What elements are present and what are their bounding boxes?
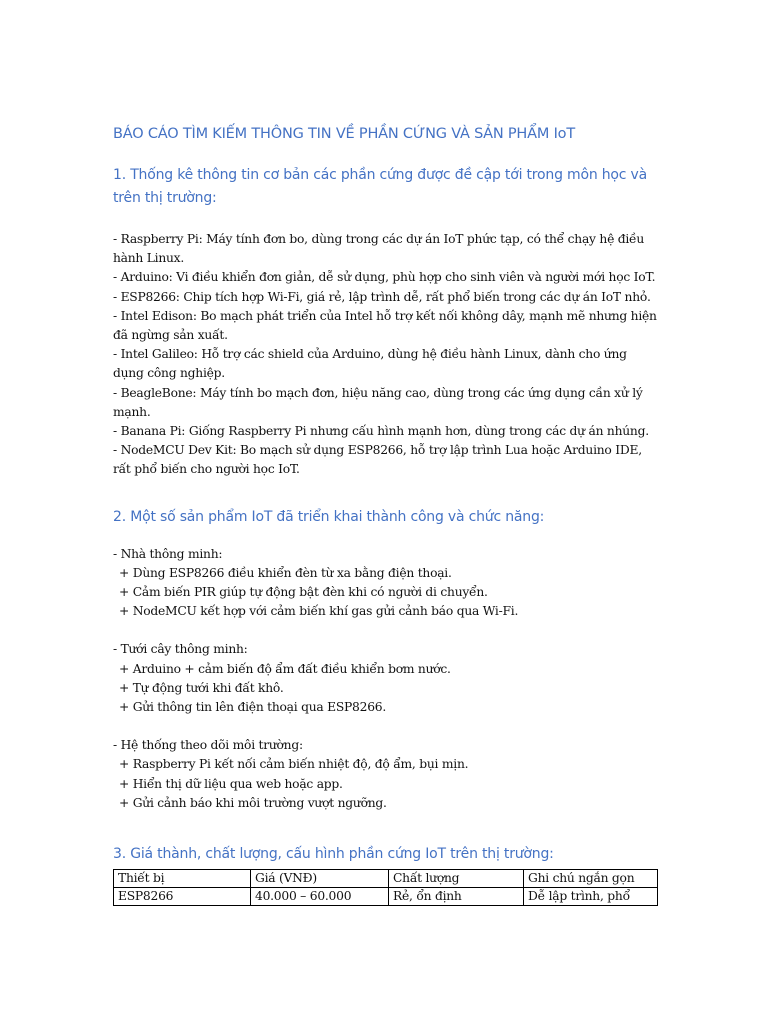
- table-row: [114, 888, 658, 906]
- product-group-title: - Nhà thông minh:: [113, 546, 223, 561]
- hardware-item-intel-edison: - Intel Edison: Bo mạch phát triển của Intel hỗ trợ kết nối không dây, mạnh mẽ nhưng hiện đã ngừng sản xuất.: [113, 308, 657, 343]
- product-feature: + Gửi cảnh báo khi môi trường vượt ngưỡng.: [119, 795, 387, 810]
- section-3-heading: 3. Giá thành, chất lượng, cấu hình phần cứng IoT trên thị trường:: [113, 846, 554, 863]
- document-body: [113, 124, 658, 906]
- hardware-item-raspberry-pi: - Raspberry Pi: Máy tính đơn bo, dùng trong các dự án IoT phức tạp, có thể chạy hệ điều hành Linux.: [113, 232, 645, 266]
- hardware-list: [113, 230, 658, 480]
- product-list: [113, 545, 658, 813]
- table-header-cell: Thiết bị: [114, 870, 251, 888]
- hardware-item-beaglebone: - BeagleBone: Máy tính bo mạch đơn, hiệu năng cao, dùng trong các ứng dụng cần xử lý mạnh.: [113, 385, 643, 419]
- table-cell: Rẻ, ổn định: [389, 888, 524, 906]
- table-cell: ESP8266: [114, 888, 251, 906]
- table-header-row: [114, 870, 658, 888]
- hardware-item-arduino: - Arduino: Vi điều khiển đơn giản, dễ sử dụng, phù hợp cho sinh viên và người mới học IoT.: [113, 270, 656, 285]
- product-group-environment-monitoring: [113, 736, 658, 813]
- product-feature: + Cảm biến PIR giúp tự động bật đèn khi có người di chuyển.: [119, 585, 488, 600]
- table-header-cell: Ghi chú ngắn gọn: [524, 870, 658, 888]
- product-feature: + Raspberry Pi kết nối cảm biến nhiệt độ, độ ẩm, bụi mịn.: [119, 757, 469, 772]
- hardware-price-table: [113, 869, 658, 906]
- product-group-smart-watering: [113, 640, 658, 717]
- hardware-item-nodemcu: - NodeMCU Dev Kit: Bo mạch sử dụng ESP8266, hỗ trợ lập trình Lua hoặc Arduino IDE, rất phổ biến cho người học IoT.: [113, 443, 642, 477]
- document-title: BÁO CÁO TÌM KIẾM THÔNG TIN VỀ PHẦN CỨNG VÀ SẢN PHẨM IoT: [113, 126, 575, 142]
- table-cell: Dễ lập trình, phổ: [524, 888, 658, 906]
- hardware-item-intel-galileo: - Intel Galileo: Hỗ trợ các shield của Arduino, dùng hệ điều hành Linux, dành cho ứng dụng công nghiệp.: [113, 347, 627, 381]
- table-cell: 40.000 – 60.000: [251, 888, 389, 906]
- table-header-cell: Giá (VNĐ): [251, 870, 389, 888]
- product-feature: + Dùng ESP8266 điều khiển đèn từ xa bằng điện thoại.: [119, 565, 452, 580]
- hardware-item-esp8266: - ESP8266: Chip tích hợp Wi-Fi, giá rẻ, lập trình dễ, rất phổ biến trong các dự án IoT nhỏ.: [113, 289, 651, 304]
- product-group-title: - Tưới cây thông minh:: [113, 642, 248, 657]
- product-feature: + Arduino + cảm biến độ ẩm đất điều khiển bơm nước.: [119, 661, 451, 676]
- product-feature: + Gửi thông tin lên điện thoại qua ESP8266.: [119, 700, 387, 715]
- table-header-cell: Chất lượng: [389, 870, 524, 888]
- product-feature: + Tự động tưới khi đất khô.: [119, 680, 284, 695]
- section-1-heading: 1. Thống kê thông tin cơ bản các phần cứng được đề cập tới trong môn học và trên thị trường:: [113, 167, 648, 206]
- product-feature: + Hiển thị dữ liệu qua web hoặc app.: [119, 776, 343, 791]
- product-group-title: - Hệ thống theo dõi môi trường:: [113, 738, 303, 753]
- hardware-item-banana-pi: - Banana Pi: Giống Raspberry Pi nhưng cấu hình mạnh hơn, dùng trong các dự án nhúng.: [113, 424, 649, 439]
- product-group-smart-home: [113, 545, 658, 622]
- section-2-heading: 2. Một số sản phẩm IoT đã triển khai thành công và chức năng:: [113, 508, 545, 525]
- product-feature: + NodeMCU kết hợp với cảm biến khí gas gửi cảnh báo qua Wi-Fi.: [119, 604, 519, 619]
